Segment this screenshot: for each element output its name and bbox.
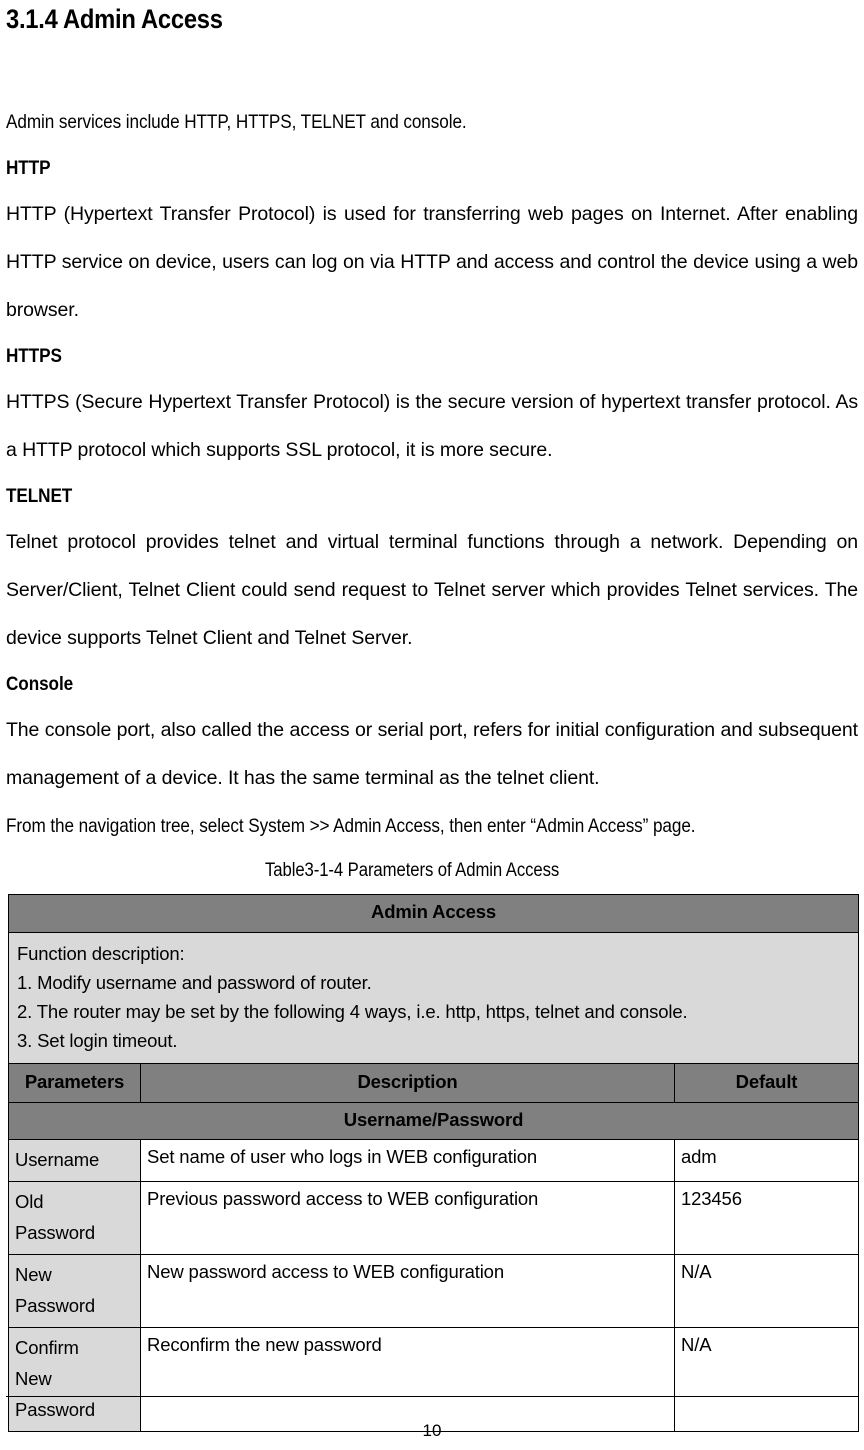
section-body-https: HTTPS (Secure Hypertext Transfer Protocol) is the secure version of hypertext transfer protocol. As a HTTP protocol which supports SSL protocol, it is more secure. xyxy=(6,391,858,461)
function-description-row xyxy=(9,933,859,1064)
page-title xyxy=(6,0,858,42)
table-title-row xyxy=(9,895,859,933)
section-heading-console: Console xyxy=(6,673,74,695)
admin-access-parameters-table xyxy=(8,894,859,1432)
heading-spacer xyxy=(6,42,858,98)
table-row xyxy=(9,1140,859,1182)
function-description-cell xyxy=(9,933,859,1064)
section-body-http: HTTP (Hypertext Transfer Protocol) is used for transferring web pages on Internet. After enabling HTTP service on device, users can log on via HTTP and access and control the device using a web browser. xyxy=(6,203,858,321)
table-title-cell: Admin Access xyxy=(9,895,859,933)
row-description-new-password: New password access to WEB configuration xyxy=(141,1255,675,1328)
table-caption: Table3-1-4 Parameters of Admin Access xyxy=(264,860,560,881)
function-description-item-3: 3. Set login timeout. xyxy=(17,1030,178,1051)
page-footer xyxy=(6,1396,858,1443)
row-default-new-password: N/A xyxy=(675,1255,859,1328)
section-heading-telnet: TELNET xyxy=(6,485,73,507)
column-header-description: Description xyxy=(141,1064,675,1103)
row-description-confirm-new-password: Reconfirm the new password xyxy=(141,1328,675,1432)
row-parameter-new-password: New Password xyxy=(9,1255,141,1328)
page-number: 10 xyxy=(422,1421,442,1440)
row-default-confirm-new-password: N/A xyxy=(675,1328,859,1432)
row-default-old-password: 123456 xyxy=(675,1182,859,1255)
column-header-default: Default xyxy=(675,1064,859,1103)
section-body-console: The console port, also called the access or serial port, refers for initial configuration and subsequent management of a device. It has the same terminal as the telnet client. xyxy=(6,719,858,789)
row-parameter-username: Username xyxy=(9,1140,141,1182)
function-description-item-1: 1. Modify username and password of router. xyxy=(17,972,372,993)
row-parameter-old-password: Old Password xyxy=(9,1182,141,1255)
navigation-note: From the navigation tree, select System >> Admin Access, then enter “Admin Access” page. xyxy=(6,815,696,837)
column-header-parameters: Parameters xyxy=(9,1064,141,1103)
row-default-username: adm xyxy=(675,1140,859,1182)
row-description-username: Set name of user who logs in WEB configuration xyxy=(141,1140,675,1182)
section-heading-http: HTTP xyxy=(6,157,51,179)
section-body-telnet: Telnet protocol provides telnet and virtual terminal functions through a network. Depending on Server/Client, Telnet Client could send request to Telnet server which provides Telnet services. The device supports Telnet Client and Telnet Server. xyxy=(6,531,858,649)
group-row-username-password: Username/Password xyxy=(9,1103,859,1140)
section-heading-https: HTTPS xyxy=(6,345,62,367)
function-description-item-2: 2. The router may be set by the following 4 ways, i.e. http, https, telnet and console. xyxy=(17,1001,688,1022)
table-row xyxy=(9,1182,859,1255)
intro-paragraph: Admin services include HTTP, HTTPS, TELNET and console. xyxy=(6,111,467,133)
function-description-heading: Function description: xyxy=(17,943,185,964)
table-group-row xyxy=(9,1103,859,1140)
table-row xyxy=(9,1255,859,1328)
row-parameter-confirm-new-password: Confirm New Password xyxy=(9,1328,141,1432)
row-description-old-password: Previous password access to WEB configuration xyxy=(141,1182,675,1255)
table-column-header-row xyxy=(9,1064,859,1103)
page-title-text: 3.1.4 Admin Access xyxy=(6,4,223,34)
